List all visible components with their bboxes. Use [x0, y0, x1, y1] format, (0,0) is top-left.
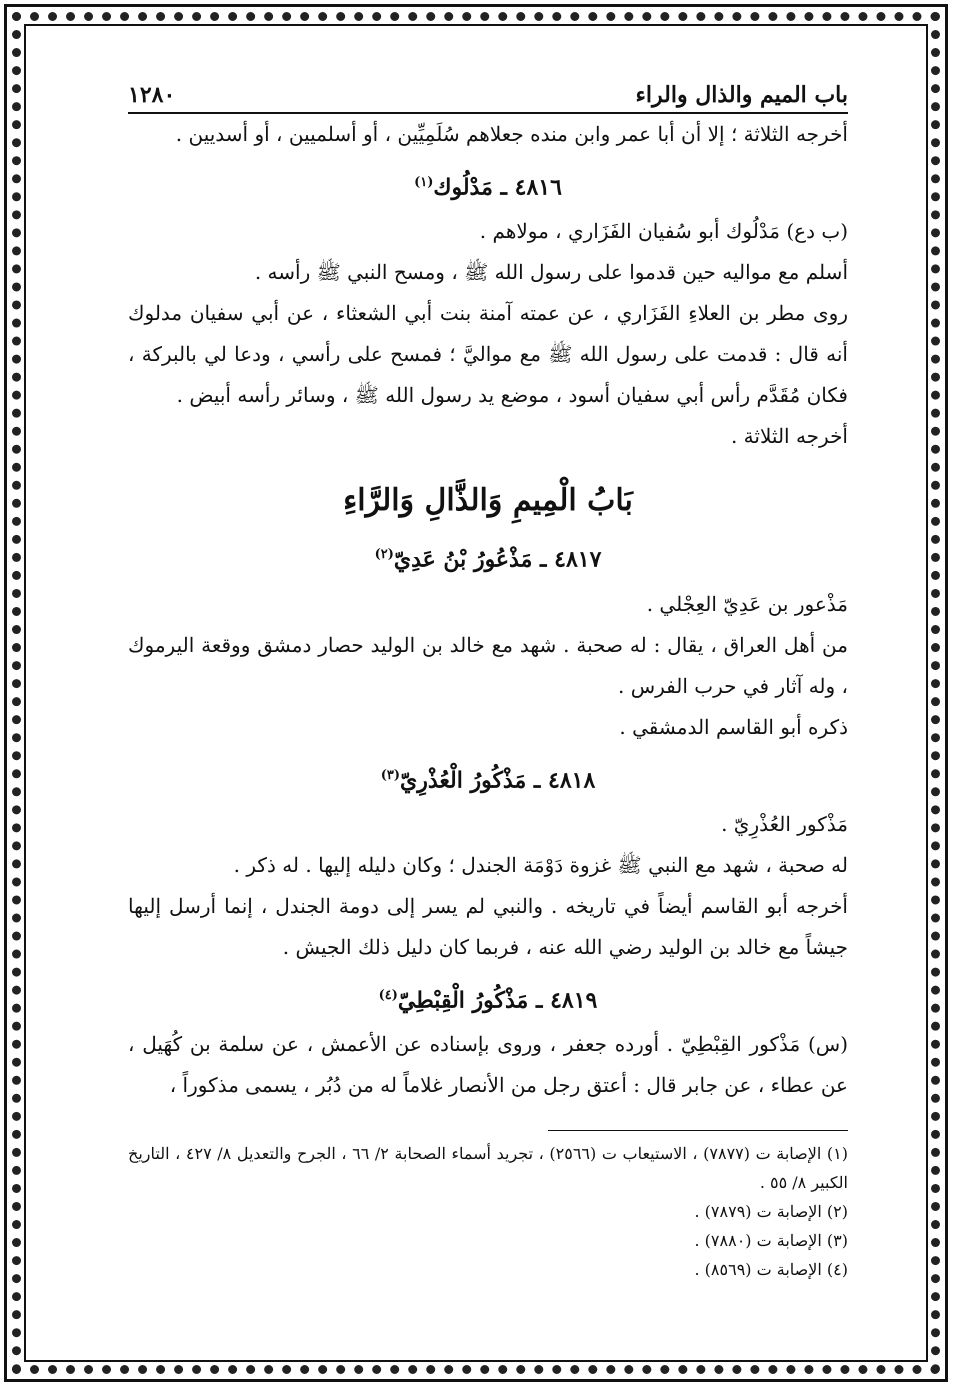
entry-heading-4819	[128, 974, 848, 1022]
footnote-ref: (٤)	[378, 987, 398, 1003]
footnote-ref: (٣)	[380, 767, 400, 783]
running-header	[128, 82, 848, 114]
footnote-ref: (١)	[414, 175, 434, 190]
paragraph: (ب دع) مَدْلُوك أبو سُفيان الفَزَاري ، مولاهم .	[479, 219, 848, 244]
paragraph: روى مطر بن العلاءِ الفَزَاري ، عن عمته آمنة بنت أبي الشعثاء ، عن أبي سفيان مدلوك أنه قال : قدمت على رسول الله ﷺ مع مواليَّ ؛ فمسح على رأسي ، ودعا لي بالبركة ، فكان مُقَدَّم رأس أبي سفيان أسود ، موضع يد رسول الله ﷺ ، وسائر رأسه أبيض .	[128, 301, 848, 408]
entry-heading-4817	[128, 533, 848, 581]
footnote-4: (٤) الإصابة ت (٨٥٦٩) .	[694, 1260, 848, 1280]
footnote-3: (٣) الإصابة ت (٧٨٨٠) .	[694, 1231, 848, 1251]
paragraph: أخرجه أبو القاسم أيضاً في تاريخه . والنبي لم يسر إلى دومة الجندل ، إنما أرسل إليها جيشاً مع خالد بن الوليد رضي الله عنه ، فربما كان دليل ذلك الجيش .	[128, 893, 848, 959]
paragraph: من أهل العراق ، يقال : له صحبة . شهد مع خالد بن الوليد حصار دمشق ووقعة اليرموك ، وله آثار في حرب الفرس .	[128, 632, 848, 698]
page-content	[128, 82, 848, 1284]
entry-heading-4816	[128, 161, 848, 209]
footnote-1: (١) الإصابة ت (٧٨٧٧) ، الاستيعاب ت (٢٥٦٦) ، تجريد أسماء الصحابة ٢/ ٦٦ ، الجرح والتعديل ٨/ ٤٢٧ ، التاريخ الكبير ٨/ ٥٥ .	[128, 1144, 848, 1193]
paragraph: أخرجه الثلاثة .	[730, 424, 848, 449]
paragraph: أخرجه الثلاثة ؛ إلا أن أبا عمر وابن منده جعلاهم سُلَمِيِّين ، أو أسلميين ، أو أسديين .	[175, 122, 848, 146]
footnote-2: (٢) الإصابة ت (٧٨٧٩) .	[694, 1202, 848, 1222]
chapter-title: بَابُ الْمِيمِ وَالذَّالِ وَالرَّاءِ	[343, 483, 633, 519]
paragraph: أسلم مع مواليه حين قدموا على رسول الله ﷺ ، ومسح النبي ﷺ رأسه .	[254, 260, 848, 285]
footnote-ref: (٢)	[374, 547, 394, 563]
entry-heading-text: ٤٨١٧ ـ مَذْعُورُ بْنُ عَدِيّ	[393, 546, 602, 573]
paragraph: ذكره أبو القاسم الدمشقي .	[619, 714, 848, 739]
paragraph: له صحبة ، شهد مع النبي ﷺ غزوة دَوْمَة الجندل ؛ وكان دليله إليها . له ذكر .	[233, 852, 848, 877]
entry-heading-text: ٤٨١٦ ـ مَدْلُوك	[433, 174, 562, 201]
paragraph: (س) مَذْكور القِبْطِيّ . أورده جعفر ، وروى بإسناده عن الأعمش ، عن سلمة بن كُهَيل ، عن عطاء ، عن جابر قال : أعتق رجل من الأنصار غلاماً له من دُبُر ، يسمى مذكوراً ،	[128, 1032, 848, 1098]
entry-heading-text: ٤٨١٩ ـ مَذْكُورُ الْقِبْطِيّ	[397, 987, 598, 1014]
page-number: ١٢٨٠	[128, 82, 176, 108]
entry-heading-text: ٤٨١٨ ـ مَذْكُورُ الْعُذْرِيّ	[399, 766, 596, 793]
entry-heading-4818	[128, 754, 848, 802]
running-title: باب الميم والذال والراء	[635, 82, 848, 108]
paragraph: مَذْعور بن عَدِيّ العِجْلي .	[646, 591, 848, 616]
paragraph: مَذْكور العُذْرِيّ .	[721, 811, 848, 836]
footnote-divider	[548, 1130, 848, 1131]
